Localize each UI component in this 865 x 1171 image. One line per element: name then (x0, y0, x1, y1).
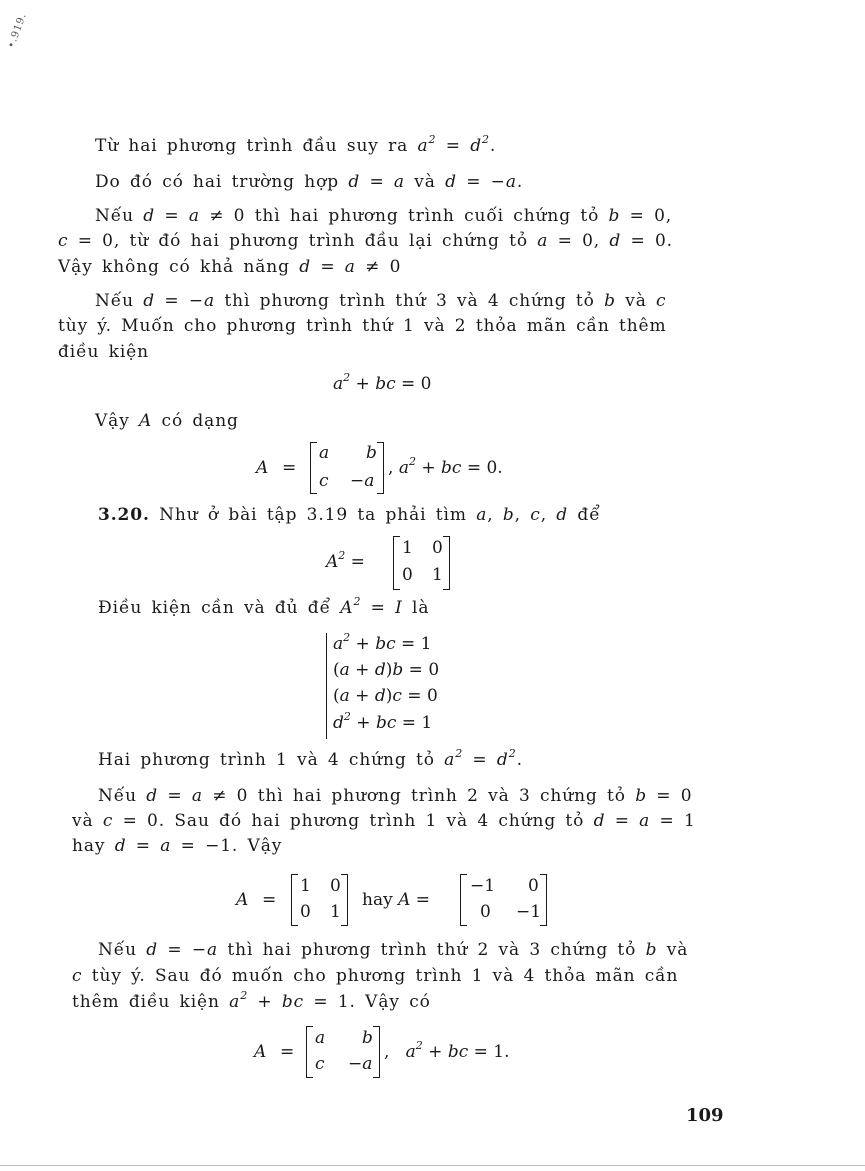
text-line-2: Do đó có hai trường hợp d = a và d = −a. (95, 172, 524, 192)
text-line-hay: hay d = a = −1. Vậy (72, 836, 283, 856)
page-number: 109 (686, 1105, 724, 1126)
text-line-hai: Hai phương trình 1 và 4 chứng tỏ $a^2 = d^2$. (98, 747, 523, 770)
text-line-9: Vậy A có dạng (95, 411, 239, 431)
text-line-3: Nếu d = a ≠ 0 thì hai phương trình cuối chứng tỏ b = 0, (95, 206, 673, 226)
text-line-4: c = 0, từ đó hai phương trình đầu lại chứng tỏ a = 0, d = 0. (58, 231, 673, 251)
scan-edge-line (0, 1165, 865, 1166)
text-line-6: Nếu d = −a thì phương trình thứ 3 và 4 chứng tỏ b và c (95, 291, 667, 311)
text-line-neu3: Nếu d = −a thì hai phương trình thứ 2 và 3 chứng tỏ b và (98, 940, 689, 960)
text-line-7: tùy ý. Muốn cho phương trình thứ 1 và 2 thỏa mãn cần thêm (58, 316, 667, 336)
condition-line: Điều kiện cần và đủ để $A^2 = I$ là (98, 595, 430, 618)
text-line-8: điều kiện (58, 342, 149, 362)
equation-a2-bc-0: $a^2$ + bc = 0 (333, 371, 432, 394)
section-3-20: 3.20. Như ở bài tập 3.19 ta phải tìm a, b, c, d để (98, 505, 601, 525)
text-line-1: Từ hai phương trình đầu suy ra $a^2 = d^2$. (95, 133, 497, 156)
text-line-neu2: Nếu d = a ≠ 0 thì hai phương trình 2 và 3 chứng tỏ b = 0 (98, 786, 693, 806)
margin-mark: •.919. (6, 11, 29, 50)
text-line-them: thêm điều kiện $a^2$ + bc = 1. Vậy có (72, 989, 431, 1012)
text-line-5: Vậy không có khả năng d = a ≠ 0 (58, 257, 402, 277)
text-line-va: và c = 0. Sau đó hai phương trình 1 và 4 chứng tỏ d = a = 1 (72, 811, 696, 831)
text-line-tuy: c tùy ý. Sau đó muốn cho phương trình 1 và 4 thỏa mãn cần (72, 966, 679, 986)
